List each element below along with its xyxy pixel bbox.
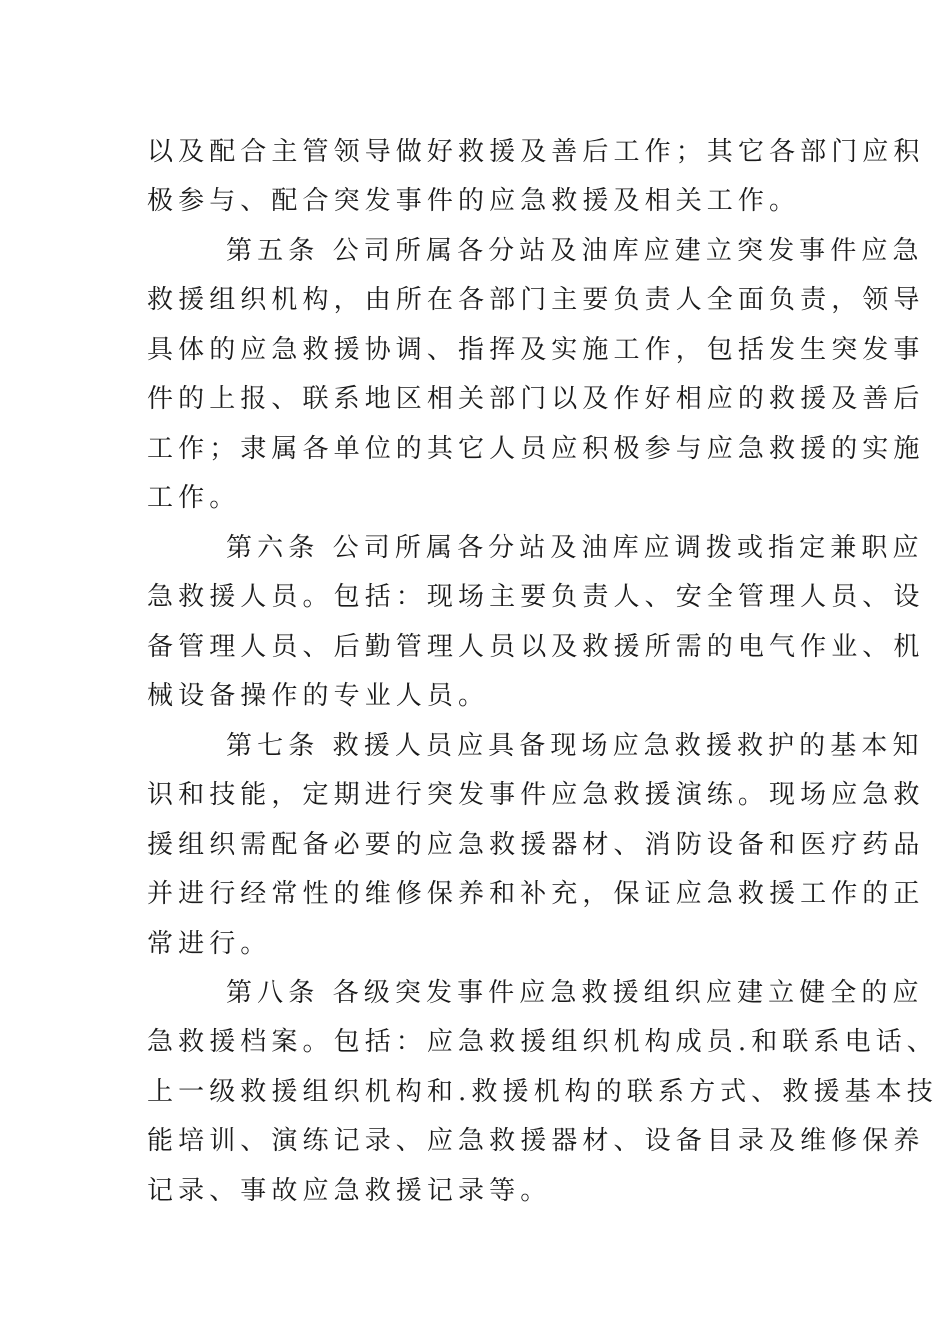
text-line: 能培训、演练记录、应急救援器材、设备目录及维修保养 [147,1126,925,1157]
paragraph-article-7 [147,722,925,969]
text-line: 援组织需配备必要的应急救援器材、消防设备和医疗药品 [147,829,925,860]
paragraph-article-8 [147,969,938,1216]
text-line: 急救援档案。包括：应急救援组织机构成员.和联系电话、 [147,1027,938,1058]
text-line: 工作。 [147,482,241,513]
text-line: 第六条 公司所属各分站及油库应调拨或指定兼职应 [226,533,924,563]
paragraph-article-5 [147,227,925,523]
text-line: 工作；隶属各单位的其它人员应积极参与应急救援的实施 [147,433,925,464]
text-line: 极参与、配合突发事件的应急救援及相关工作。 [147,186,801,217]
text-line: 具体的应急救援协调、指挥及实施工作，包括发生突发事 [147,334,925,365]
text-line: 常进行。 [147,928,272,959]
paragraph-continuation [147,128,925,227]
text-line: 救援组织机构，由所在各部门主要负责人全面负责，领导 [147,285,925,316]
text-line: 并进行经常性的维修保养和补充，保证应急救援工作的正 [147,879,925,910]
text-line: 上一级救援组织机构和.救援机构的联系方式、救援基本技 [147,1076,938,1107]
text-line: 第七条 救援人员应具备现场应急救援救护的基本知 [226,731,924,761]
text-line: 备管理人员、后勤管理人员以及救援所需的电气作业、机 [147,631,925,662]
text-line: 急救援人员。包括：现场主要负责人、安全管理人员、设 [147,582,925,613]
text-line: 械设备操作的专业人员。 [147,681,490,712]
text-line: 以及配合主管领导做好救援及善后工作；其它各部门应积 [147,137,925,167]
text-line: 第八条 各级突发事件应急救援组织应建立健全的应 [226,978,924,1008]
text-line: 识和技能，定期进行突发事件应急救援演练。现场应急救 [147,780,925,811]
text-line: 件的上报、联系地区相关部门以及作好相应的救援及善后 [147,384,925,415]
text-line: 第五条 公司所属各分站及油库应建立突发事件应急 [226,236,924,266]
paragraph-article-6 [147,524,925,722]
text-line: 记录、事故应急救援记录等。 [147,1175,552,1206]
